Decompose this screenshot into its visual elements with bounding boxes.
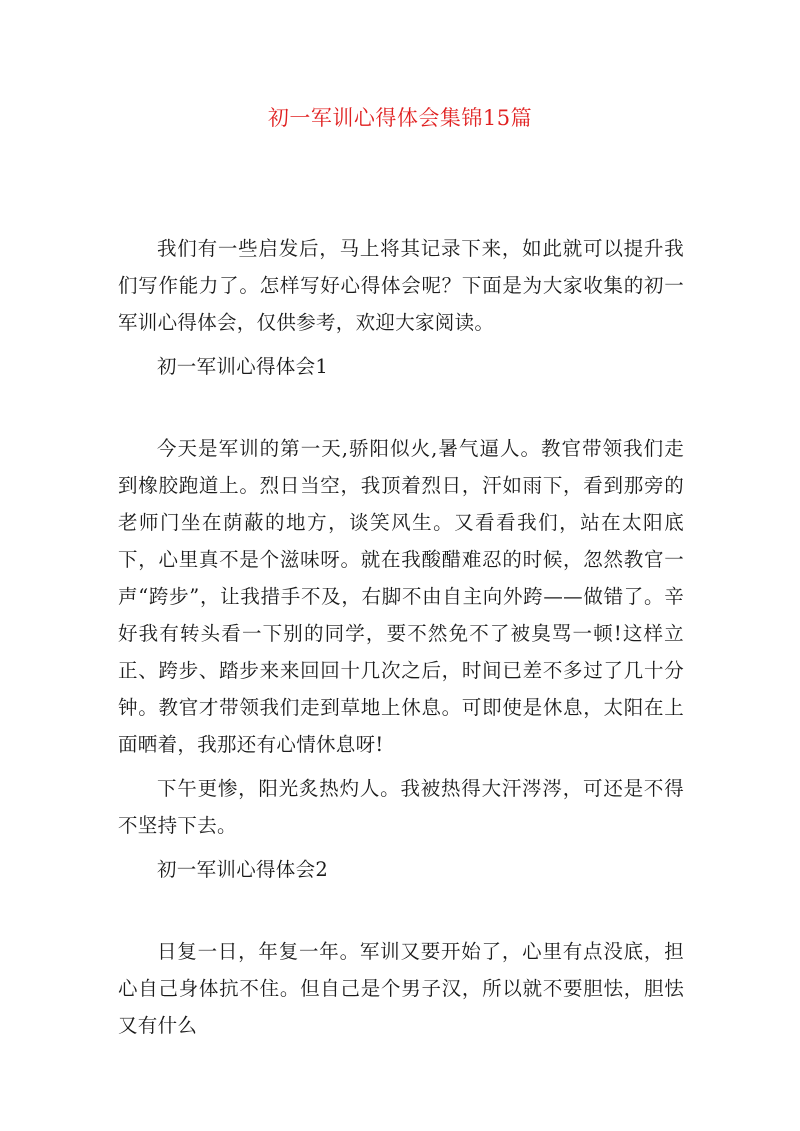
section-spacer xyxy=(118,385,684,430)
section-1-paragraph-2: 下午更惨，阳光炙热灼人。我被热得大汗涔涔，可还是不得不坚持下去。 xyxy=(118,777,684,837)
intro-paragraph: 我们有一些启发后，马上将其记录下来，如此就可以提升我们写作能力了。怎样写好心得体会呢？下面是为大家收集的初一军训心得体会，仅供参考，欢迎大家阅读。 xyxy=(118,237,684,334)
section-spacer xyxy=(118,888,684,933)
section-2-paragraph-1: 日复一日，年复一年。军训又要开始了，心里有点没底，担心自己身体抗不住。但自己是个男子汉，所以就不要胆怯，胆怯又有什么 xyxy=(118,940,684,1037)
section-heading-2: 初一军训心得体会2 xyxy=(157,858,329,881)
section-heading-1: 初一军训心得体会1 xyxy=(157,355,329,378)
document-title: 初一军训心得体会集锦15篇 xyxy=(267,106,533,130)
section-1-paragraph-1: 今天是军训的第一天,骄阳似火,暑气逼人。教官带领我们走到橡胶跑道上。烈日当空，我顶着烈日，汗如雨下，看到那旁的老师门坐在荫蔽的地方，谈笑风生。又看看我们，站在太阳底下，心里真不是个滋味呀。就在我酸醋难忍的时候，忽然教官一声“跨步”，让我措手不及，右脚不由自主向外跨——做错了。辛好我有转头看一下别的同学，要不然免不了被臭骂一顿!这样立正、跨步、踏步来来回回十几次之后，时间已差不多过了几十分钟。教官才带领我们走到草地上休息。可即使是休息，太阳在上面晒着，我那还有心情休息呀! xyxy=(118,437,684,756)
document-body xyxy=(118,230,684,1044)
